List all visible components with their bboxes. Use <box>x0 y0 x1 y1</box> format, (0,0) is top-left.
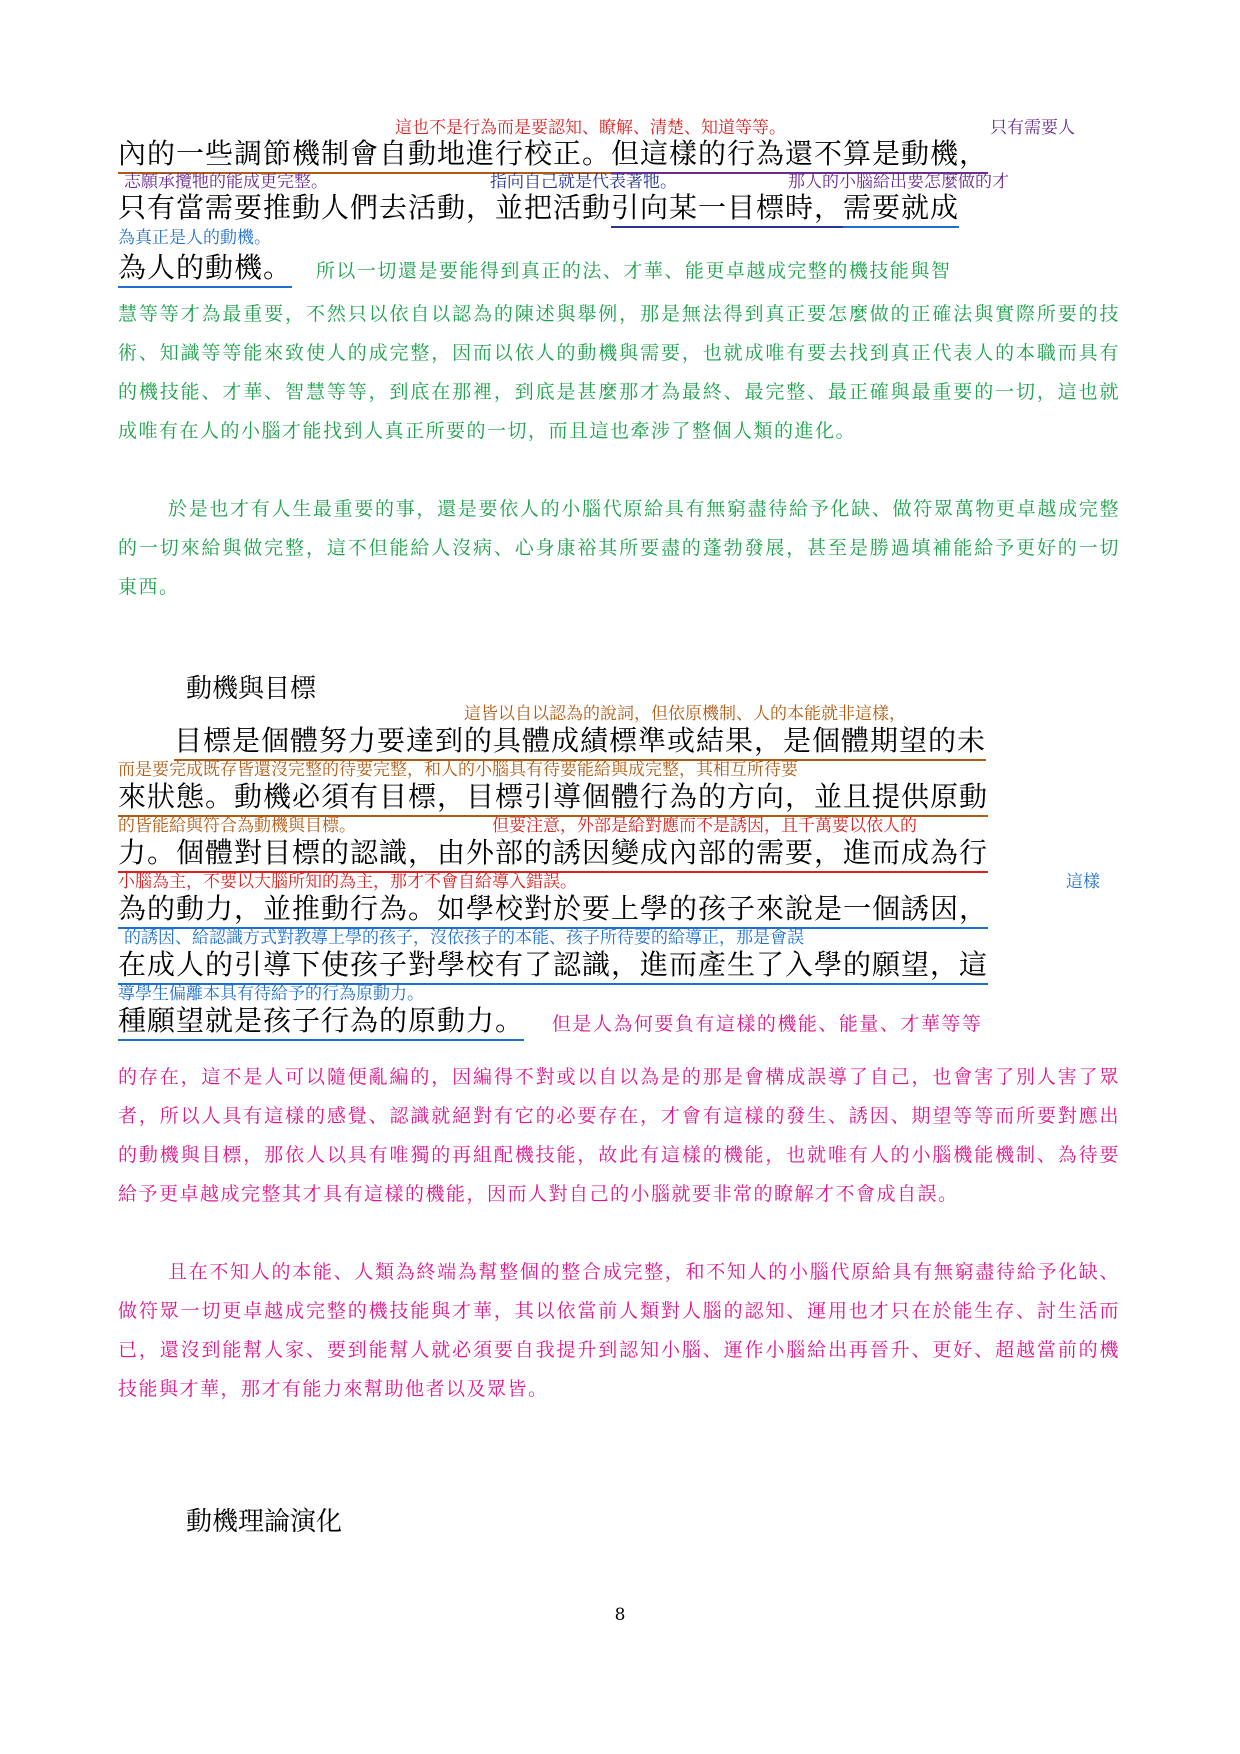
annotation: 志願承攬牠的能成更完整。 <box>124 172 328 192</box>
section-heading: 動機理論演化 <box>186 1507 343 1537</box>
body-line <box>118 836 1120 870</box>
annotation: 的皆能給與符合為動機與目標。 <box>118 816 356 836</box>
body-line <box>118 724 1120 758</box>
comment-paragraph: 的存在，這不是人可以隨便亂編的，因編得不對或以自以為是的那是會構成誤導了自己，也會害了別人害了眾者，所以人具有這樣的感覺、認識就絕對有它的必要存在，才會有這樣的發生、誘因、期望等等而所要對應出的動機與目標，那依人以具有唯獨的再組配機技能，故此有這樣的機能，也就唯有人的小腦機能機制、為待要給予更卓越成完整其才具有這樣的機能，因而人對自己的小腦就要非常的瞭解才不會成自誤。 <box>118 1066 1120 1205</box>
underlined-text: 為人的動機。 <box>118 251 292 288</box>
underlined-text: 目標是個體努力要達到的具體成績標準或結果，是個體期望的未 <box>174 724 986 761</box>
comment-inline: 但是人為何要負有這樣的機能、能量、才華等等 <box>551 1013 983 1035</box>
body-line <box>118 780 1120 814</box>
annotation: 只有需要人 <box>990 118 1075 138</box>
body-line <box>118 137 1120 171</box>
body-line <box>118 892 1120 926</box>
annotation: 小腦為主，不要以大腦所知的為主，那才不會自給導入錯誤。 <box>118 872 577 892</box>
annotation: 而是要完成既存皆還沒完整的待要完整，和人的小腦具有待要能給與成完整，其相互所待要 <box>118 760 798 780</box>
annotation: 但要注意，外部是給對應而不是誘因，且千萬要以依人的 <box>492 816 917 836</box>
annotation: 為真正是人的動機。 <box>118 228 271 248</box>
underlined-text: 種願望就是孩子行為的原動力。 <box>118 1004 524 1041</box>
annotation: 指向自己就是代表著牠。 <box>490 172 677 192</box>
body-line <box>118 251 1120 288</box>
body-text: 只有當需要推動人們去活動，並把活動 <box>118 191 612 224</box>
underlined-text: 但這樣的行為還不算是動機， <box>611 137 988 174</box>
section-heading: 動機與目標 <box>186 674 317 704</box>
body-line <box>118 191 1120 225</box>
body-line <box>118 948 1120 982</box>
annotation: 那人的小腦給出要怎麼做的才 <box>788 172 1009 192</box>
underlined-text: 在成人的引導下使孩子對學校有了認識，進而產生了入學的願望，這 <box>118 948 988 985</box>
comment-paragraph: 且在不知人的本能、人類為終端為幫整個的整合成完整，和不知人的小腦代原給具有無窮盡待給予化缺、做符眾一切更卓越成完整的機技能與才華，其以依當前人類對人腦的認知、運用也才只在於能生存、討生活而已，還沒到能幫人家、要到能幫人就必須要自我提升到認知小腦、運作小腦給出再晉升、更好、超越當前的機技能與才華，那才有能力來幫助他者以及眾皆。 <box>118 1261 1120 1400</box>
comment-paragraph: 於是也才有人生最重要的事，還是要依人的小腦代原給具有無窮盡待給予化缺、做符眾萬物更卓越成完整的一切來給與做完整，這不但能給人沒病、心身康裕其所要盡的蓬勃發展，甚至是勝過填補能給予更好的一切東西。 <box>118 498 1120 598</box>
underlined-text: 需要就成 <box>843 191 959 228</box>
underlined-text: 引向某一目標時， <box>611 191 843 228</box>
page-number: 8 <box>614 1605 626 1625</box>
annotation: 的誘因、給認識方式對教導上學的孩子，沒依孩子的本能、孩子所待要的給導正，那是會誤 <box>124 928 804 948</box>
comment-paragraph: 慧等等才為最重要，不然只以依自以認為的陳述與舉例，那是無法得到真正要怎麼做的正確法與實際所要的技術、知識等等能來致使人的成完整，因而以依人的動機與需要，也就成唯有要去找到真正代表人的本職而具有的機技能、才華、智慧等等，到底在那裡，到底是甚麼那才為最終、最完整、最正確與最重要的一切，這也就成唯有在人的小腦才能找到人真正所要的一切，而且這也牽涉了整個人類的進化。 <box>118 303 1120 442</box>
annotation: 這也不是行為而是要認知、瞭解、清楚、知道等等。 <box>395 118 786 138</box>
annotation: 這樣 <box>1066 872 1100 892</box>
underlined-text: 內的一些調節機制會自動地進行校正。 <box>118 137 611 174</box>
annotation: 導學生偏離本具有待給予的行為原動力。 <box>118 984 424 1004</box>
underlined-text: 為的動力，並推動行為。如學校對於要上學的孩子來說是一個誘因， <box>118 892 988 929</box>
underlined-text: 力。個體對目標的認識，由外部的誘因變成內部的需要，進而成為行 <box>118 836 988 873</box>
annotation: 這皆以自以認為的說詞，但依原機制、人的本能就非這樣， <box>464 704 906 724</box>
underlined-text: 來狀態。動機必須有目標，目標引導個體行為的方向，並且提供原動 <box>118 780 988 817</box>
body-line <box>118 1004 1120 1041</box>
comment-inline: 所以一切還是要能得到真正的法、才華、能更卓越成完整的機技能與智 <box>315 260 952 282</box>
